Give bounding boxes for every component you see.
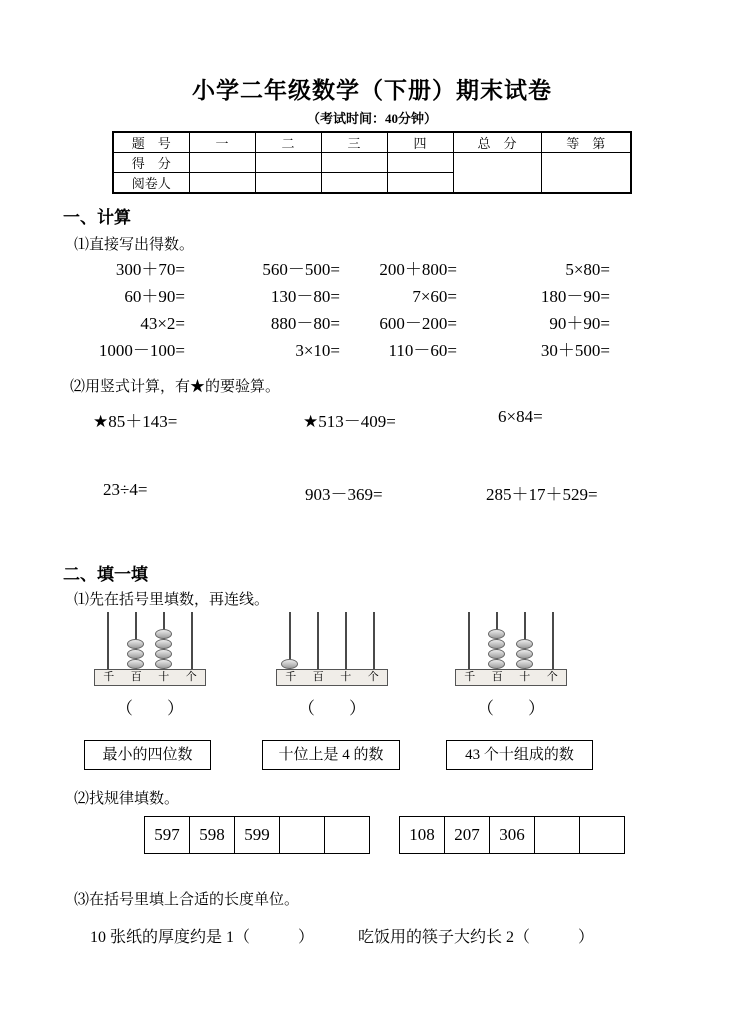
vertical-problem: 23÷4= <box>103 480 148 499</box>
score-header-cell: 一 <box>189 132 255 153</box>
abacus-rod <box>107 612 109 669</box>
abacus-bead <box>155 659 172 669</box>
answer-bracket: （ ） <box>477 699 545 718</box>
unit-question-chopsticks: 吃饭用的筷子大约长 2（ ） <box>358 929 595 946</box>
section2-part2-label: ⑵找规律填数。 <box>74 791 180 807</box>
abacus-bead <box>155 649 172 659</box>
abacus-bead <box>127 659 144 669</box>
abacus-base <box>94 669 206 686</box>
score-header-cell: 总 分 <box>453 132 541 153</box>
sequence-cell: 597 <box>145 817 190 854</box>
math-problem: 7×60= <box>412 287 457 306</box>
math-problem: 90＋90= <box>549 314 610 333</box>
unit-question-paper: 10 张纸的厚度约是 1（ ） <box>90 929 315 946</box>
sequence-cell <box>280 817 325 854</box>
section2-heading: 二、填一填 <box>63 565 148 584</box>
place-value-label: 千 <box>464 671 476 683</box>
abacus-rod <box>191 612 193 669</box>
place-value-label: 千 <box>285 671 297 683</box>
answer-bracket: （ ） <box>116 699 184 718</box>
abacus-base <box>455 669 567 686</box>
section1-part2-label: ⑵用竖式计算，有★的要验算。 <box>70 379 281 395</box>
score-empty-cell <box>255 153 321 173</box>
sequence-cell: 306 <box>490 817 535 854</box>
place-value-label: 十 <box>158 671 170 683</box>
math-problem: 300＋70= <box>115 260 185 279</box>
place-value-label: 百 <box>312 671 324 683</box>
exam-time-note: （考试时间：40分钟） <box>306 111 437 126</box>
abacus-bead <box>155 629 172 639</box>
score-header-cell: 四 <box>387 132 453 153</box>
math-problem: 130－80= <box>270 287 340 306</box>
place-value-label: 个 <box>367 671 379 683</box>
score-empty-cell <box>321 153 387 173</box>
vertical-problem: 285＋17＋529= <box>486 485 598 504</box>
page-title: 小学二年级数学（下册）期末试卷 <box>192 77 552 103</box>
answer-boxes-row <box>0 740 744 770</box>
abacus-bead <box>281 659 298 669</box>
math-problem: 880－80= <box>270 314 340 333</box>
score-header-cell: 题 号 <box>113 132 189 153</box>
score-table <box>112 131 632 194</box>
score-empty-cell <box>387 173 453 194</box>
abacus <box>94 612 206 686</box>
math-problem: 60＋90= <box>124 287 185 306</box>
abacus-bead <box>488 649 505 659</box>
score-empty-cell <box>321 173 387 194</box>
abacus-rod <box>317 612 319 669</box>
vertical-problem: ★85＋143= <box>93 412 178 431</box>
abacus-rod <box>552 612 554 669</box>
sequence-tables <box>0 816 744 854</box>
place-value-label: 千 <box>103 671 115 683</box>
score-grade-cell <box>541 153 631 194</box>
score-header-cell: 三 <box>321 132 387 153</box>
math-problem: 3×10= <box>295 341 340 360</box>
math-problem: 30＋500= <box>540 341 610 360</box>
oral-calculation-grid <box>70 256 610 364</box>
place-value-label: 个 <box>185 671 197 683</box>
abacus-rod <box>468 612 470 669</box>
score-empty-cell <box>387 153 453 173</box>
vertical-problem: 903－369= <box>305 485 383 504</box>
answer-bracket: （ ） <box>298 699 366 718</box>
description-box: 43 个十组成的数 <box>446 740 593 770</box>
math-problem: 43×2= <box>140 314 185 333</box>
abacus-row <box>0 612 744 688</box>
sequence-cell <box>580 817 625 854</box>
vertical-problem: 6×84= <box>498 407 543 426</box>
score-row-label: 阅卷人 <box>113 173 189 194</box>
score-header-cell: 等 第 <box>541 132 631 153</box>
math-problem: 600－200= <box>379 314 457 333</box>
section1-part1-label: ⑴直接写出得数。 <box>74 237 195 253</box>
section2-part3-label: ⑶在括号里填上合适的长度单位。 <box>74 892 300 908</box>
score-total-cell <box>453 153 541 194</box>
math-problem: 560－500= <box>262 260 340 279</box>
score-empty-cell <box>189 153 255 173</box>
description-box: 十位上是 4 的数 <box>262 740 400 770</box>
abacus-bead <box>127 649 144 659</box>
abacus-bead <box>127 639 144 649</box>
score-empty-cell <box>255 173 321 194</box>
section2-part1-label: ⑴先在括号里填数，再连线。 <box>74 592 270 608</box>
abacus-bead <box>488 639 505 649</box>
description-box: 最小的四位数 <box>84 740 211 770</box>
abacus-bead <box>488 659 505 669</box>
sequence-table <box>399 816 625 854</box>
score-header-cell: 二 <box>255 132 321 153</box>
abacus <box>276 612 388 686</box>
place-value-label: 个 <box>546 671 558 683</box>
vertical-calc-row1 <box>0 407 744 431</box>
math-problem: 200＋800= <box>379 260 457 279</box>
sequence-cell: 108 <box>400 817 445 854</box>
abacus <box>455 612 567 686</box>
sequence-table <box>144 816 370 854</box>
math-problem: 1000－100= <box>98 341 185 360</box>
sequence-cell: 599 <box>235 817 280 854</box>
place-value-label: 十 <box>340 671 352 683</box>
length-unit-line <box>0 924 744 948</box>
score-empty-cell <box>189 173 255 194</box>
abacus-rod <box>373 612 375 669</box>
abacus-bead <box>516 639 533 649</box>
place-value-label: 十 <box>519 671 531 683</box>
math-problem: 110－60= <box>388 341 457 360</box>
sequence-cell: 207 <box>445 817 490 854</box>
abacus-rod <box>345 612 347 669</box>
score-row-label: 得 分 <box>113 153 189 173</box>
abacus-bead <box>155 639 172 649</box>
sequence-cell <box>325 817 370 854</box>
abacus-bead <box>488 629 505 639</box>
bracket-row <box>0 694 744 718</box>
math-problem: 5×80= <box>565 260 610 279</box>
sequence-cell <box>535 817 580 854</box>
math-problem: 180－90= <box>540 287 610 306</box>
sequence-cell: 598 <box>190 817 235 854</box>
abacus-bead <box>516 659 533 669</box>
abacus-base <box>276 669 388 686</box>
vertical-problem: ★513－409= <box>303 412 396 431</box>
place-value-label: 百 <box>491 671 503 683</box>
place-value-label: 百 <box>130 671 142 683</box>
abacus-bead <box>516 649 533 659</box>
vertical-calc-row2 <box>0 480 744 504</box>
section1-heading: 一、计算 <box>63 208 131 227</box>
